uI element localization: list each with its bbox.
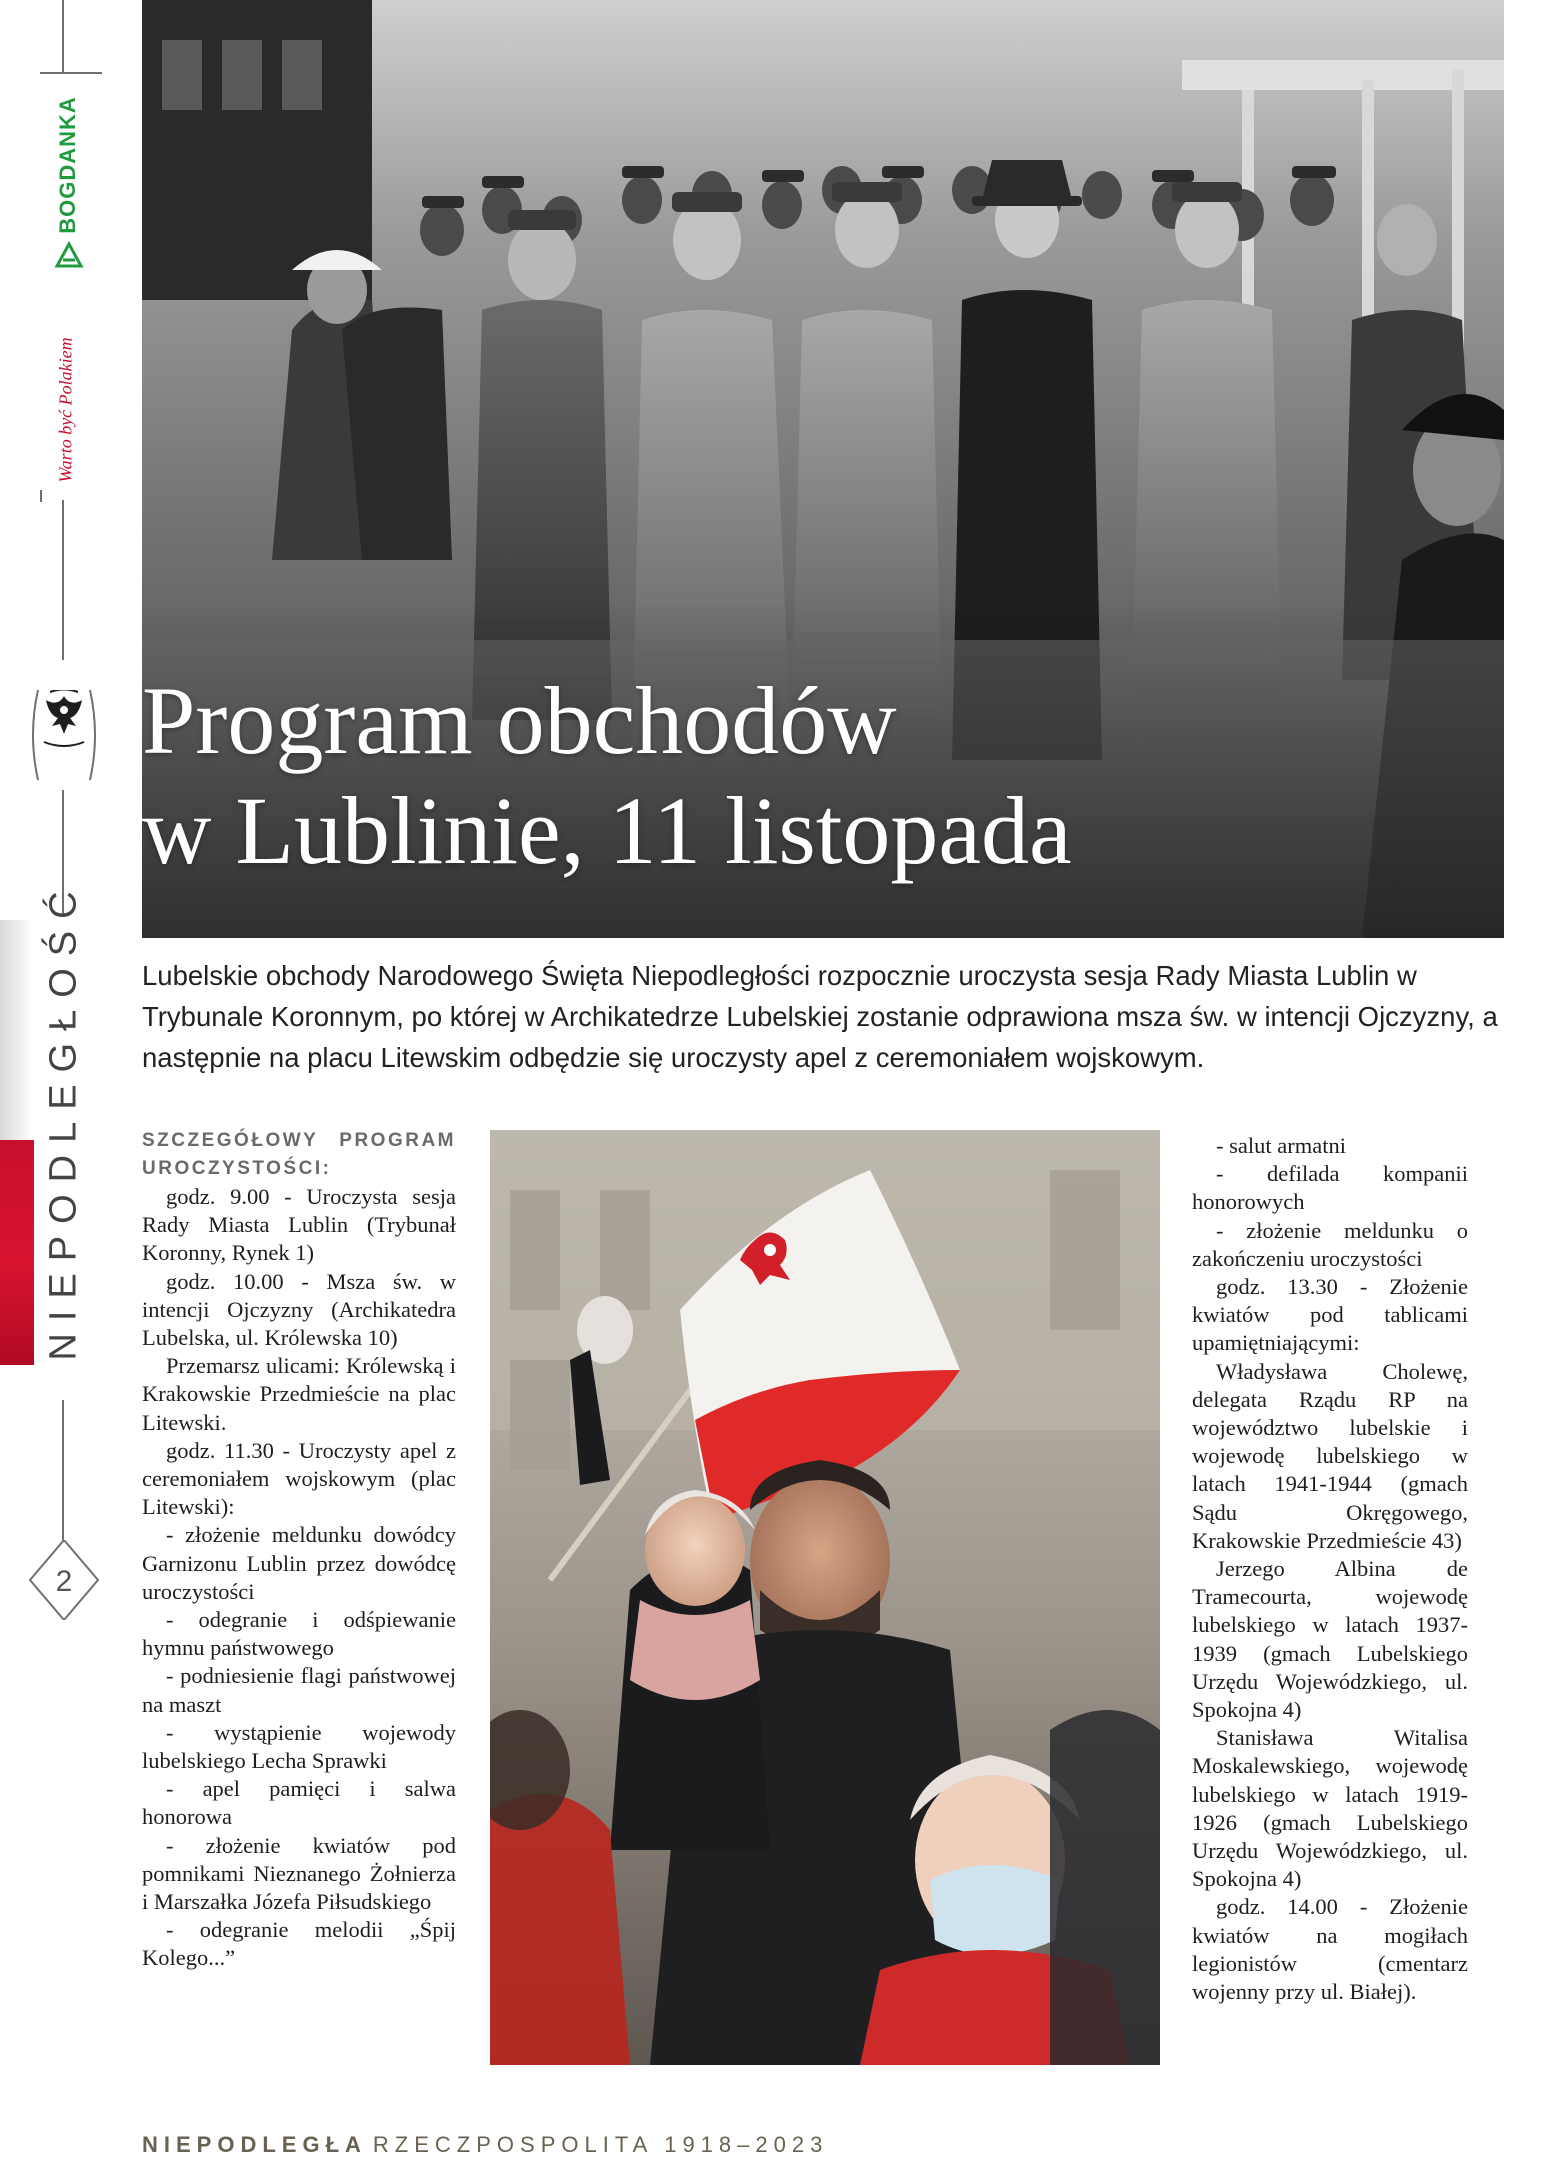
program-item: - złożenie meldunku dowódcy Garnizonu Lublin przez dowódcę uroczystości xyxy=(142,1522,456,1604)
lead-paragraph: Lubelskie obchody Narodowego Święta Niepodległości rozpocznie uroczysta sesja Rady Miasta Lublin w Trybunale Koronnym, po której w Archikatedrze Lubelskiej zostanie odprawiona msza św. w intencji Ojczyzny, a następnie na placu Litewskim odbędzie się uroczysty apel z ceremoniałem wojskowym. xyxy=(142,960,1498,1073)
program-item: - defilada kompanii honorowych xyxy=(1192,1161,1468,1215)
program-item: - salut armatni xyxy=(1216,1133,1346,1158)
bogdanka-mark-icon xyxy=(54,240,84,270)
side-rail xyxy=(0,0,136,2181)
program-item: - odegranie i odśpiewanie hymnu państwowego xyxy=(142,1607,456,1661)
page-number: 2 xyxy=(55,1565,73,1598)
bogdanka-logo-text: BOGDANKA xyxy=(55,96,80,234)
flag-red-stripe xyxy=(0,1140,34,1365)
rail-tick xyxy=(40,72,102,74)
program-item: godz. 13.30 - Złożenie kwiatów pod tablicami upamiętniającymi: xyxy=(1192,1274,1468,1356)
child-with-flag-photo xyxy=(490,1130,1160,2065)
section-label: NIEPODLEGŁOŚĆ xyxy=(42,879,85,1361)
program-item: Jerzego Albina de Tramecourta, wojewodę lubelskiego w latach 1937-1939 (gmach Lubelskiego Urzędu Wojewódzkiego, ul. Spokojna 4) xyxy=(1192,1556,1468,1723)
program-item: godz. 14.00 - Złożenie kwiatów na mogiłach legionistów (cmentarz wojenny przy ul. Białej). xyxy=(1192,1894,1468,2005)
program-item: godz. 10.00 - Msza św. w intencji Ojczyzny (Archikatedra Lubelska, ul. Królewska 10) xyxy=(142,1268,456,1351)
flag-white-stripe xyxy=(0,920,34,1140)
page-footer xyxy=(142,2132,828,2158)
program-item: Władysława Cholewę, delegata Rządu RP na województwo lubelskie i wojewodę lubelskiego w latach 1941-1944 (gmach Sądu Okręgowego, Krakowskie Przedmieście 43) xyxy=(1192,1358,1468,1553)
program-item: - odegranie melodii „Śpij Kolego...” xyxy=(142,1917,456,1971)
program-item: - apel pamięci i salwa honorowa xyxy=(142,1776,456,1830)
program-item: godz. 11.30 - Uroczysty apel z ceremoniałem wojskowym (plac Litewski): xyxy=(142,1437,456,1520)
rail-line xyxy=(62,0,64,72)
hero-photo xyxy=(142,0,1504,938)
program-right-column xyxy=(1192,1132,1468,2006)
footer-bold-text: NIEPODLEGŁA xyxy=(142,2132,367,2157)
program-item: - wystąpienie wojewody lubelskiego Lecha Sprawki xyxy=(142,1719,456,1774)
bogdanka-logo xyxy=(40,96,96,275)
celebration-photo xyxy=(490,1130,1160,2065)
warto-logo: Warto być Polakiem xyxy=(55,337,76,483)
footer-light-text: RZECZPOSPOLITA 1918–2023 xyxy=(372,2132,829,2157)
eagle-bracket-icon xyxy=(28,690,100,780)
rail-line xyxy=(62,500,64,660)
program-item: - złożenie meldunku o zakończeniu uroczystości xyxy=(1192,1217,1468,1271)
program-item: - złożenie kwiatów pod pomnikami Nieznanego Żołnierza i Marszałka Józefa Piłsudskiego xyxy=(142,1832,456,1915)
program-item: Stanisława Witalisa Moskalewskiego, wojewodę lubelskiego w latach 1919-1926 (gmach Lubelskiego Urzędu Wojewódzkiego, ul. Spokojna 4) xyxy=(1192,1725,1468,1892)
program-heading: SZCZEGÓŁOWY PROGRAM UROCZYSTOŚCI: xyxy=(142,1130,456,1179)
title-line-1: Program obchodów xyxy=(142,667,897,774)
rail-tick xyxy=(40,490,42,502)
program-item: godz. 9.00 - Uroczysta sesja Rady Miasta Lublin (Trybunał Koronny, Rynek 1) xyxy=(142,1184,456,1266)
rail-line xyxy=(62,1400,64,1540)
title-line-2: w Lublinie, 11 listopada xyxy=(142,777,1072,884)
program-item: - podniesienie flagi państwowej na maszt xyxy=(142,1663,456,1717)
page-title xyxy=(142,666,1504,886)
program-left-column xyxy=(142,1127,456,1973)
program-item: Przemarsz ulicami: Królewską i Krakowskie Przedmieście na plac Litewski. xyxy=(142,1353,456,1435)
